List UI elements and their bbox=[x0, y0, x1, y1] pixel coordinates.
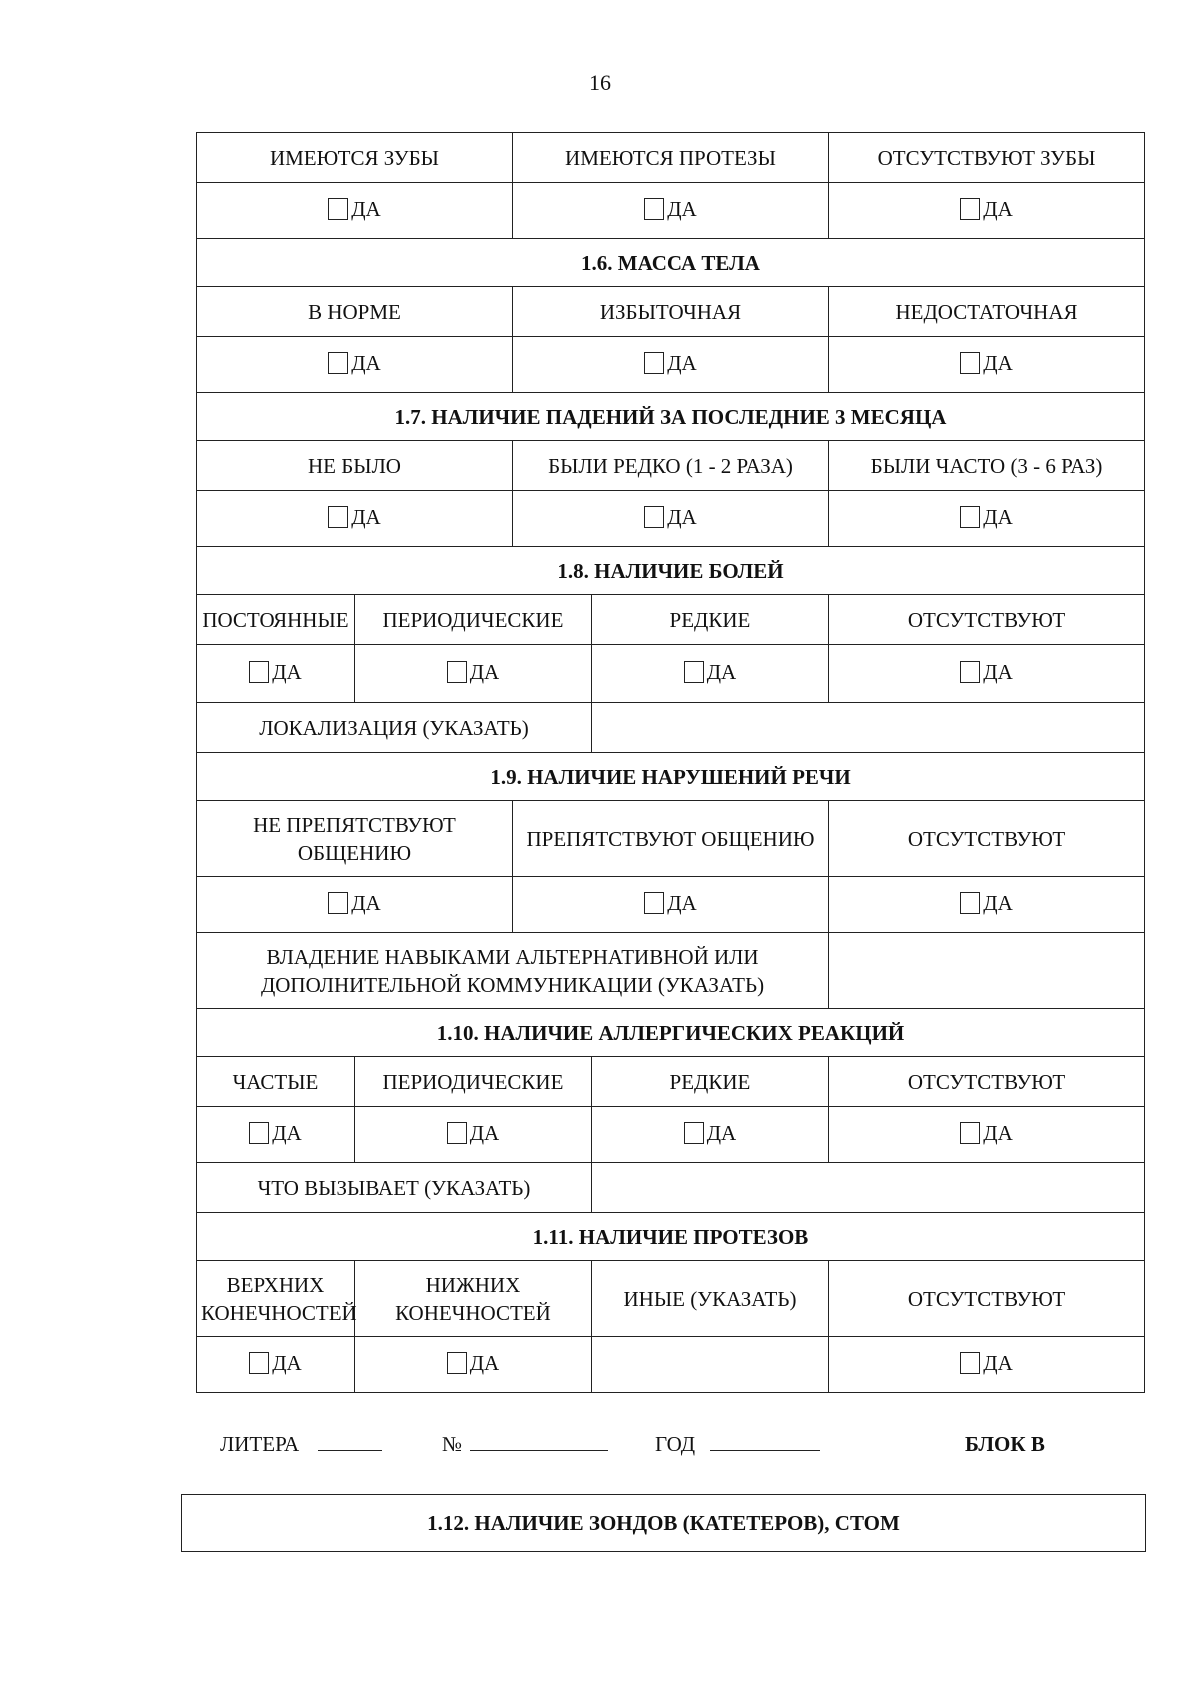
checkbox-cell[interactable] bbox=[354, 1107, 591, 1163]
option-header: ПЕРИОДИЧЕСКИЕ bbox=[354, 595, 591, 645]
option-header: РЕДКИЕ bbox=[591, 1057, 828, 1107]
checkbox[interactable] bbox=[684, 661, 704, 683]
checkbox[interactable] bbox=[447, 1352, 467, 1374]
option-header: БЫЛИ РЕДКО (1 - 2 РАЗА) bbox=[512, 441, 828, 491]
option-header: ПЕРИОДИЧЕСКИЕ bbox=[354, 1057, 591, 1107]
checkbox-label: ДА bbox=[983, 1350, 1013, 1375]
checkbox-label: ДА bbox=[667, 504, 697, 529]
checkbox-cell[interactable] bbox=[829, 1107, 1145, 1163]
checkbox-cell[interactable] bbox=[829, 877, 1145, 933]
section-title-1-11: 1.11. НАЛИЧИЕ ПРОТЕЗОВ bbox=[197, 1213, 1145, 1261]
checkbox[interactable] bbox=[684, 1122, 704, 1144]
checkbox-label: ДА bbox=[469, 659, 500, 684]
section-title-1-6: 1.6. МАССА ТЕЛА bbox=[197, 239, 1145, 287]
option-header: ОТСУТСТВУЮТ bbox=[829, 1057, 1145, 1107]
checkbox[interactable] bbox=[249, 661, 269, 683]
option-header: ИНЫЕ (УКАЗАТЬ) bbox=[591, 1261, 828, 1337]
checkbox-label: ДА bbox=[706, 1120, 737, 1145]
option-header: ОТСУТСТВУЮТ bbox=[829, 1261, 1145, 1337]
checkbox-cell[interactable] bbox=[197, 1337, 355, 1393]
checkbox[interactable] bbox=[328, 352, 348, 374]
checkbox-cell[interactable] bbox=[829, 1337, 1145, 1393]
checkbox[interactable] bbox=[328, 892, 348, 914]
teeth-header: ИМЕЮТСЯ ПРОТЕЗЫ bbox=[512, 133, 828, 183]
checkbox-cell[interactable] bbox=[512, 491, 828, 547]
checkbox-label: ДА bbox=[272, 1120, 302, 1145]
checkbox-cell[interactable] bbox=[197, 337, 513, 393]
checkbox-label: ДА bbox=[983, 196, 1013, 221]
checkbox-label: ДА bbox=[469, 1120, 500, 1145]
checkbox-cell[interactable] bbox=[197, 1107, 355, 1163]
option-header: В НОРМЕ bbox=[197, 287, 513, 337]
option-header: ПРЕПЯТСТВУЮТ ОБЩЕНИЮ bbox=[512, 801, 828, 877]
alt-communication-field[interactable] bbox=[829, 933, 1145, 1009]
checkbox-cell[interactable] bbox=[197, 877, 513, 933]
checkbox-cell[interactable] bbox=[829, 183, 1145, 239]
checkbox-label: ДА bbox=[983, 659, 1013, 684]
document-footer bbox=[0, 1432, 1200, 1472]
checkbox[interactable] bbox=[960, 506, 980, 528]
checkbox[interactable] bbox=[249, 1122, 269, 1144]
checkbox-cell[interactable] bbox=[829, 491, 1145, 547]
checkbox[interactable] bbox=[328, 198, 348, 220]
checkbox-label: ДА bbox=[272, 1350, 302, 1375]
checkbox-label: ДА bbox=[272, 659, 302, 684]
option-header: ИЗБЫТОЧНАЯ bbox=[512, 287, 828, 337]
checkbox-label: ДА bbox=[351, 350, 381, 375]
litera-blank[interactable] bbox=[318, 1432, 382, 1451]
localization-label: ЛОКАЛИЗАЦИЯ (УКАЗАТЬ) bbox=[197, 703, 592, 753]
checkbox-cell[interactable] bbox=[829, 645, 1145, 703]
checkbox[interactable] bbox=[644, 506, 664, 528]
option-header: РЕДКИЕ bbox=[591, 595, 828, 645]
checkbox-label: ДА bbox=[667, 350, 697, 375]
checkbox-cell[interactable] bbox=[829, 337, 1145, 393]
checkbox[interactable] bbox=[644, 892, 664, 914]
checkbox-label: ДА bbox=[351, 504, 381, 529]
allergy-cause-label: ЧТО ВЫЗЫВАЕТ (УКАЗАТЬ) bbox=[197, 1163, 592, 1213]
checkbox-cell[interactable] bbox=[512, 183, 828, 239]
litera-label: ЛИТЕРА bbox=[220, 1432, 300, 1456]
checkbox-label: ДА bbox=[983, 504, 1013, 529]
teeth-header: ОТСУТСТВУЮТ ЗУБЫ bbox=[829, 133, 1145, 183]
checkbox[interactable] bbox=[960, 1352, 980, 1374]
checkbox[interactable] bbox=[960, 1122, 980, 1144]
checkbox-label: ДА bbox=[983, 890, 1013, 915]
checkbox-label: ДА bbox=[469, 1350, 500, 1375]
localization-field[interactable] bbox=[591, 703, 1144, 753]
option-header: ОТСУТСТВУЮТ bbox=[829, 595, 1145, 645]
checkbox-label: ДА bbox=[983, 1120, 1013, 1145]
checkbox-cell[interactable] bbox=[591, 1107, 828, 1163]
checkbox-cell[interactable] bbox=[197, 491, 513, 547]
teeth-header: ИМЕЮТСЯ ЗУБЫ bbox=[197, 133, 513, 183]
section-title-1-12: 1.12. НАЛИЧИЕ ЗОНДОВ (КАТЕТЕРОВ), СТОМ bbox=[181, 1494, 1146, 1552]
section-title-1-10: 1.10. НАЛИЧИЕ АЛЛЕРГИЧЕСКИХ РЕАКЦИЙ bbox=[197, 1009, 1145, 1057]
checkbox[interactable] bbox=[328, 506, 348, 528]
checkbox-label: ДА bbox=[667, 196, 697, 221]
section-title-1-8: 1.8. НАЛИЧИЕ БОЛЕЙ bbox=[197, 547, 1145, 595]
checkbox-cell[interactable] bbox=[354, 1337, 591, 1393]
option-header: ОТСУТСТВУЮТ bbox=[829, 801, 1145, 877]
number-label: № bbox=[442, 1432, 463, 1456]
page-number: 16 bbox=[589, 70, 611, 95]
option-header: НЕ ПРЕПЯТСТВУЮТ ОБЩЕНИЮ bbox=[197, 801, 513, 877]
section-title-1-7: 1.7. НАЛИЧИЕ ПАДЕНИЙ ЗА ПОСЛЕДНИЕ 3 МЕСЯЦА bbox=[197, 393, 1145, 441]
option-header: БЫЛИ ЧАСТО (3 - 6 РАЗ) bbox=[829, 441, 1145, 491]
checkbox-label: ДА bbox=[351, 890, 381, 915]
year-label: ГОД bbox=[655, 1432, 696, 1456]
checkbox-label: ДА bbox=[706, 659, 737, 684]
section-title-1-9: 1.9. НАЛИЧИЕ НАРУШЕНИЙ РЕЧИ bbox=[197, 753, 1145, 801]
option-header: НЕ БЫЛО bbox=[197, 441, 513, 491]
checkbox[interactable] bbox=[960, 892, 980, 914]
option-header: НЕДОСТАТОЧНАЯ bbox=[829, 287, 1145, 337]
alt-communication-label: ВЛАДЕНИЕ НАВЫКАМИ АЛЬТЕРНАТИВНОЙ ИЛИ ДОПОЛНИТЕЛЬНОЙ КОММУНИКАЦИИ (УКАЗАТЬ) bbox=[197, 933, 829, 1009]
checkbox-cell[interactable] bbox=[197, 183, 513, 239]
other-prosthesis-field[interactable] bbox=[591, 1337, 828, 1393]
checkbox-cell[interactable] bbox=[512, 337, 828, 393]
allergy-cause-field[interactable] bbox=[591, 1163, 1144, 1213]
checkbox[interactable] bbox=[960, 352, 980, 374]
checkbox-cell[interactable] bbox=[512, 877, 828, 933]
option-header: ЧАСТЫЕ bbox=[197, 1057, 355, 1107]
block-label: БЛОК В bbox=[965, 1432, 1045, 1456]
option-header: ВЕРХНИХ КОНЕЧНОСТЕЙ bbox=[197, 1261, 355, 1337]
checkbox-label: ДА bbox=[351, 196, 381, 221]
checkbox-label: ДА bbox=[667, 890, 697, 915]
checkbox[interactable] bbox=[447, 1122, 467, 1144]
assessment-form-table bbox=[196, 132, 1145, 1393]
checkbox[interactable] bbox=[960, 661, 980, 683]
checkbox-cell[interactable] bbox=[591, 645, 828, 703]
checkbox[interactable] bbox=[644, 198, 664, 220]
checkbox-label: ДА bbox=[983, 350, 1013, 375]
checkbox-cell[interactable] bbox=[197, 645, 355, 703]
option-header: ПОСТОЯННЫЕ bbox=[197, 595, 355, 645]
checkbox[interactable] bbox=[249, 1352, 269, 1374]
checkbox[interactable] bbox=[644, 352, 664, 374]
option-header: НИЖНИХ КОНЕЧНОСТЕЙ bbox=[354, 1261, 591, 1337]
checkbox-cell[interactable] bbox=[354, 645, 591, 703]
checkbox[interactable] bbox=[960, 198, 980, 220]
checkbox[interactable] bbox=[447, 661, 467, 683]
